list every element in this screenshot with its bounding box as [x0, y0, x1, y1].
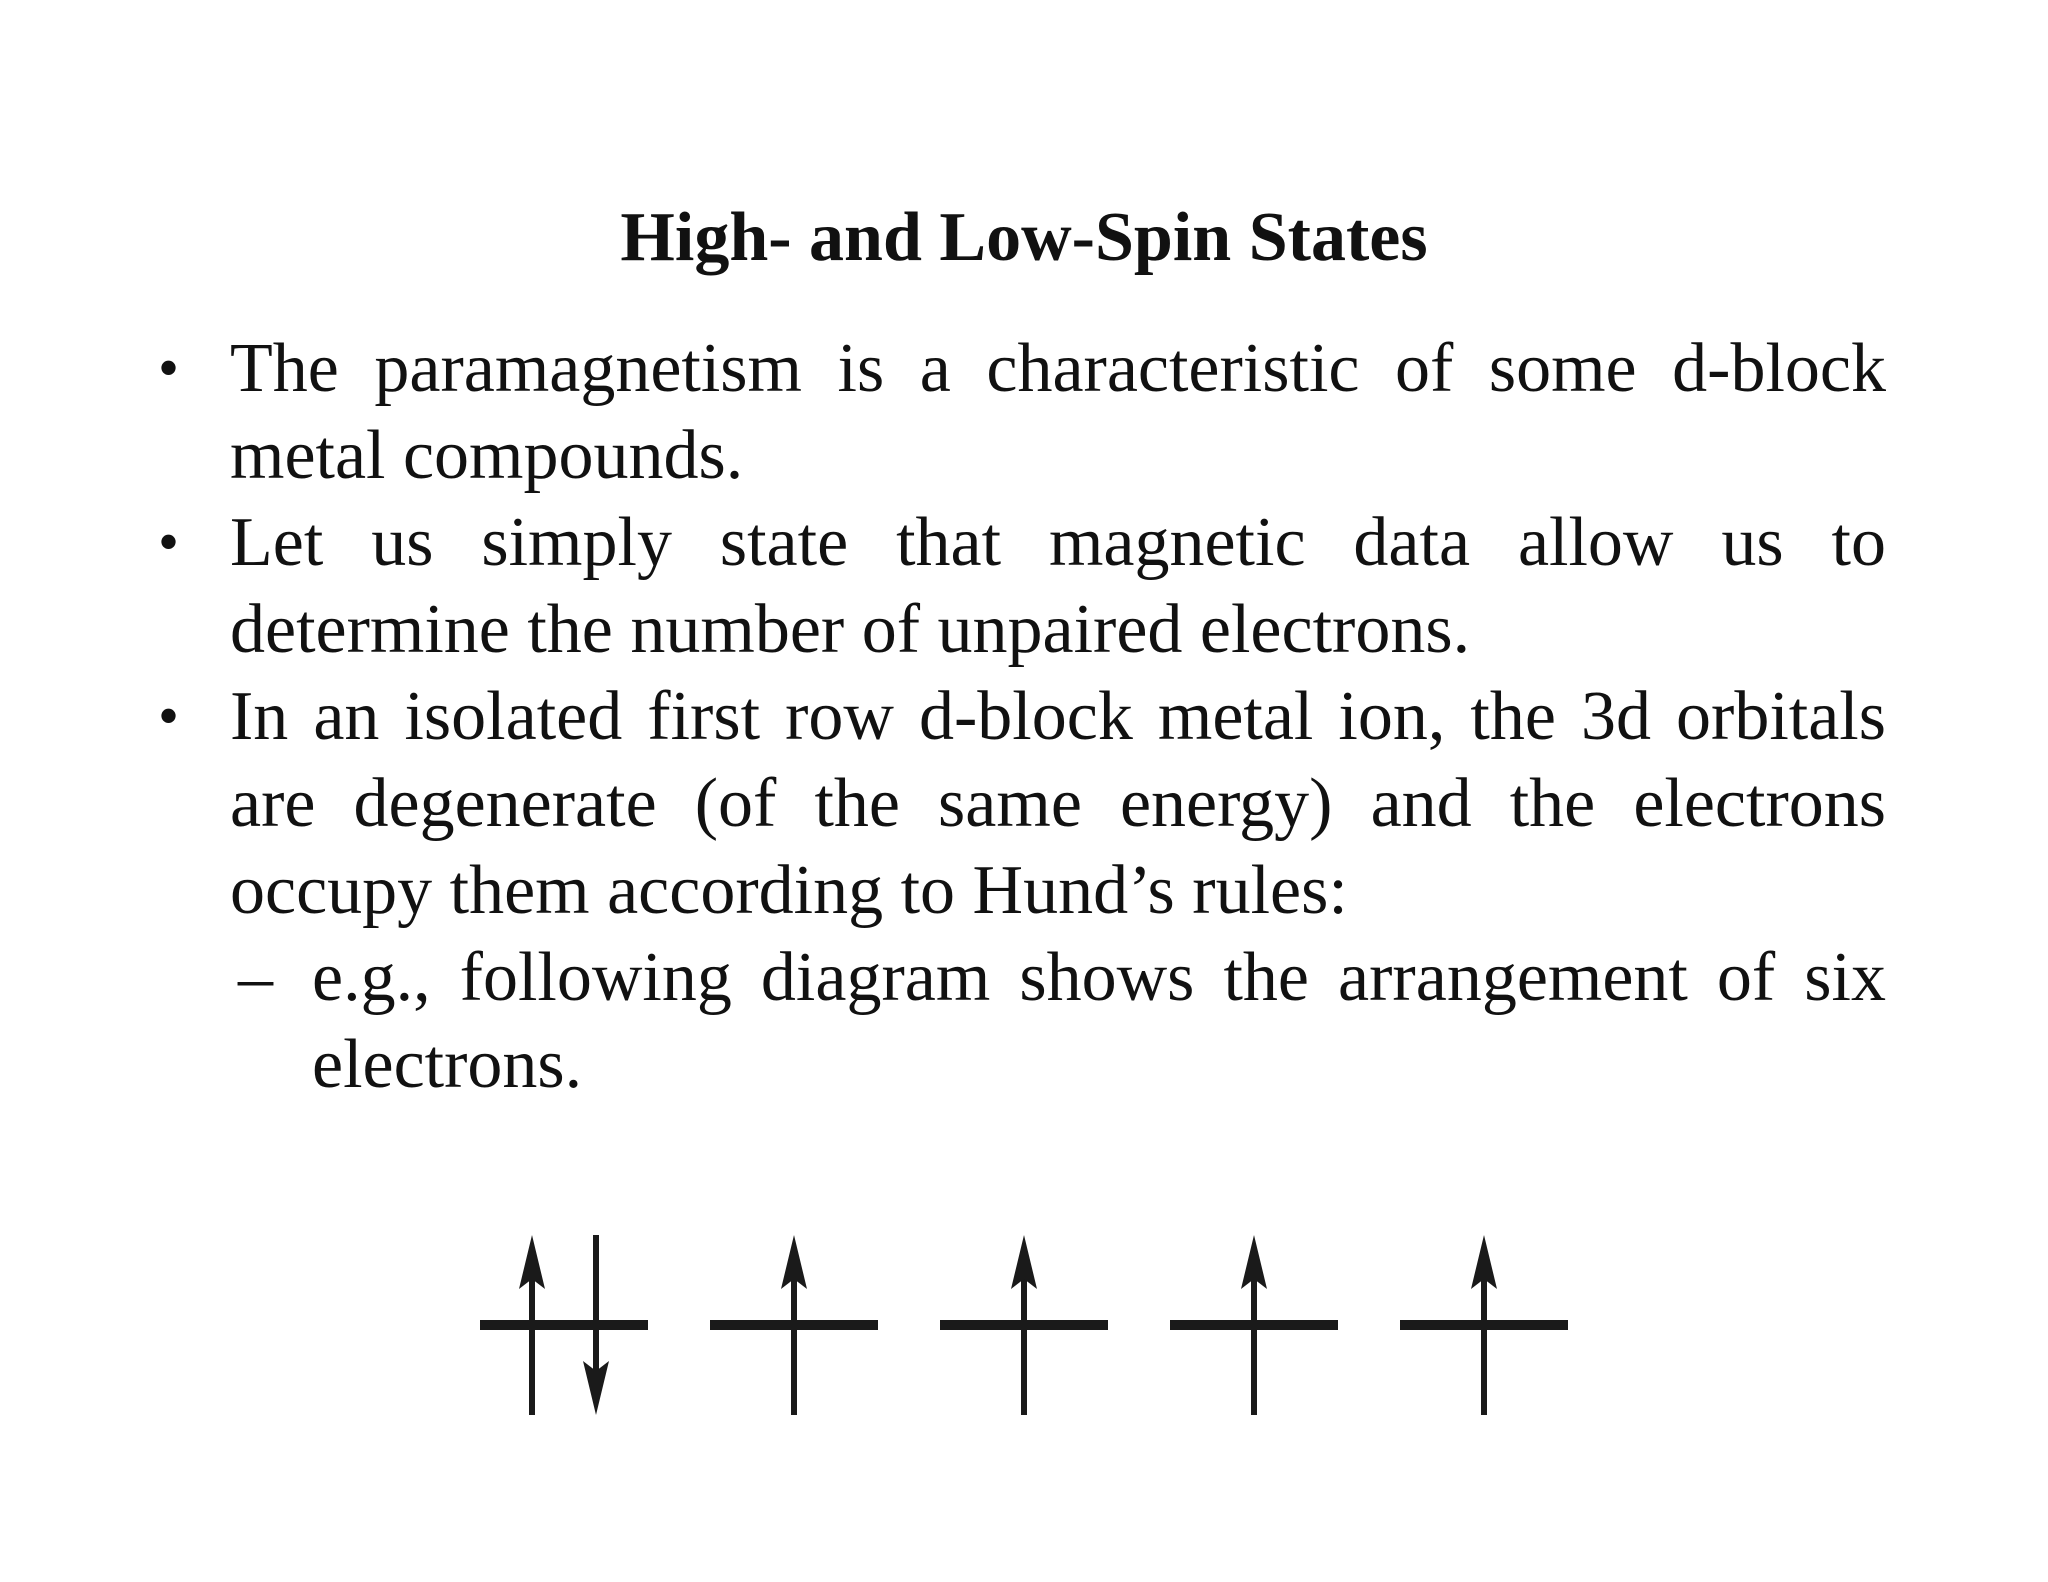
bullet-marker: •	[158, 335, 180, 401]
orbital-3	[940, 1235, 1108, 1415]
bullet-list	[150, 325, 1886, 1108]
bullet-marker: •	[158, 683, 180, 749]
orbital-diagram	[470, 1220, 1590, 1420]
bullet-text: Let us simply state that magnetic data allow us to determine the number of unpaired electrons.	[230, 504, 1886, 668]
sub-bullet-text: e.g., following diagram shows the arrangement of six electrons.	[312, 939, 1886, 1103]
bullet-marker: •	[158, 509, 180, 575]
orbital-4	[1170, 1235, 1338, 1415]
bullet-item	[150, 673, 1886, 934]
bullet-item	[150, 499, 1886, 673]
bullet-text: In an isolated first row d-block metal ion, the 3d orbitals are degenerate (of the same energy) and the electrons occupy them according to Hund’s rules:	[230, 678, 1886, 929]
orbital-2	[710, 1235, 878, 1415]
slide-title: High- and Low-Spin States	[620, 199, 1428, 276]
bullet-item	[150, 325, 1886, 499]
sub-bullet-marker: –	[238, 939, 273, 1016]
sub-bullet-item	[150, 934, 1886, 1108]
bullet-text: The paramagnetism is a characteristic of some d-block metal compounds.	[230, 330, 1886, 494]
orbital-5	[1400, 1235, 1568, 1415]
orbital-1	[480, 1235, 648, 1415]
